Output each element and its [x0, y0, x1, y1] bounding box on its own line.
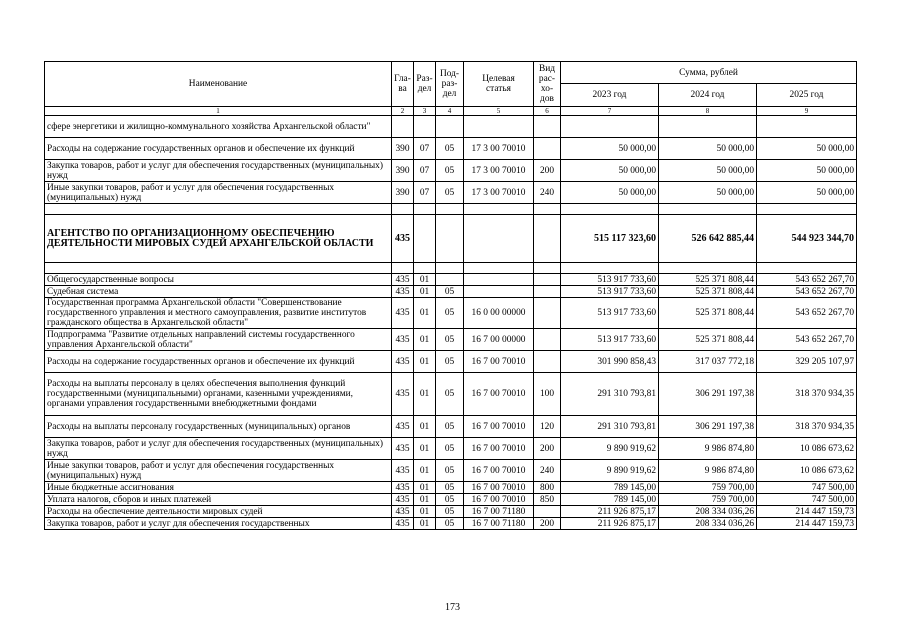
header-sum: Сумма, рублей [561, 62, 857, 84]
row-name: Подпрограмма "Развитие отдельных направлений системы государственного управления Архангельской области" [45, 329, 392, 351]
row-sum-2025: 214 447 159,73 [757, 506, 857, 518]
row-glava: 435 [392, 518, 414, 530]
column-number: 1 [45, 107, 392, 116]
row-glava: 435 [392, 416, 414, 438]
row-razdel: 07 [414, 160, 436, 182]
page-number: 173 [445, 602, 460, 613]
table-row [45, 274, 857, 286]
row-sum-2023: 301 990 858,43 [561, 351, 659, 373]
row-glava: 390 [392, 160, 414, 182]
row-sum-2024: 9 986 874,80 [659, 438, 757, 460]
row-vid [534, 298, 561, 329]
row-glava [392, 204, 414, 215]
row-podrazdel [436, 116, 464, 138]
row-sum-2023: 50 000,00 [561, 138, 659, 160]
row-sum-2023: 513 917 733,60 [561, 286, 659, 298]
row-podrazdel [436, 263, 464, 274]
row-sum-2023: 513 917 733,60 [561, 274, 659, 286]
row-sum-2023 [561, 204, 659, 215]
row-razdel [414, 215, 436, 263]
row-name [45, 204, 392, 215]
row-vid: 120 [534, 416, 561, 438]
row-sum-2025: 543 652 267,70 [757, 329, 857, 351]
row-razdel: 01 [414, 373, 436, 416]
row-target: 16 7 00 70010 [464, 416, 534, 438]
row-glava: 435 [392, 351, 414, 373]
row-razdel: 01 [414, 518, 436, 530]
row-podrazdel [436, 215, 464, 263]
row-razdel: 01 [414, 494, 436, 506]
row-sum-2025: 747 500,00 [757, 494, 857, 506]
row-podrazdel: 05 [436, 416, 464, 438]
table-row [45, 518, 857, 530]
row-sum-2023: 513 917 733,60 [561, 298, 659, 329]
header-podrazdel: Под- раз- дел [436, 62, 464, 107]
row-name: Закупка товаров, работ и услуг для обеспечения государственных (муниципальных) нужд [45, 160, 392, 182]
row-name: Иные закупки товаров, работ и услуг для обеспечения государственных (муниципальных) нужд [45, 460, 392, 482]
row-sum-2023: 291 310 793,81 [561, 416, 659, 438]
row-sum-2024: 306 291 197,38 [659, 416, 757, 438]
row-glava: 435 [392, 494, 414, 506]
row-vid: 240 [534, 182, 561, 204]
row-vid: 100 [534, 373, 561, 416]
row-sum-2023: 789 145,00 [561, 494, 659, 506]
table-row [45, 286, 857, 298]
row-target: 16 7 00 71180 [464, 518, 534, 530]
table-row [45, 494, 857, 506]
row-target: 17 3 00 70010 [464, 160, 534, 182]
row-razdel: 01 [414, 438, 436, 460]
row-sum-2025: 329 205 107,97 [757, 351, 857, 373]
row-sum-2024: 525 371 808,44 [659, 274, 757, 286]
row-sum-2025: 50 000,00 [757, 138, 857, 160]
table-row [45, 460, 857, 482]
column-number: 4 [436, 107, 464, 116]
table-row [45, 482, 857, 494]
row-target: 16 7 00 71180 [464, 506, 534, 518]
row-name: Иные бюджетные ассигнования [45, 482, 392, 494]
row-glava: 435 [392, 298, 414, 329]
row-sum-2024: 526 642 885,44 [659, 215, 757, 263]
row-sum-2025: 318 370 934,35 [757, 416, 857, 438]
table-row [45, 329, 857, 351]
row-name: Иные закупки товаров, работ и услуг для обеспечения государственных (муниципальных) нужд [45, 182, 392, 204]
row-vid [534, 204, 561, 215]
row-razdel: 01 [414, 460, 436, 482]
row-sum-2024: 9 986 874,80 [659, 460, 757, 482]
row-name: Расходы на выплаты персоналу государственных (муниципальных) органов [45, 416, 392, 438]
row-razdel: 01 [414, 416, 436, 438]
row-razdel: 01 [414, 286, 436, 298]
row-glava: 435 [392, 373, 414, 416]
row-razdel: 07 [414, 138, 436, 160]
row-podrazdel [436, 274, 464, 286]
row-vid [534, 351, 561, 373]
column-number: 2 [392, 107, 414, 116]
row-sum-2024: 50 000,00 [659, 182, 757, 204]
row-sum-2023 [561, 263, 659, 274]
header-name: Наименование [45, 62, 392, 107]
table-body [45, 116, 857, 530]
row-glava: 435 [392, 438, 414, 460]
row-sum-2025: 10 086 673,62 [757, 438, 857, 460]
row-vid [534, 286, 561, 298]
row-sum-2024 [659, 204, 757, 215]
table-row [45, 351, 857, 373]
row-vid: 200 [534, 160, 561, 182]
column-number-row [45, 107, 857, 116]
column-number: 8 [659, 107, 757, 116]
row-razdel: 01 [414, 329, 436, 351]
row-sum-2023: 9 890 919,62 [561, 460, 659, 482]
row-razdel: 01 [414, 506, 436, 518]
row-vid [534, 263, 561, 274]
row-sum-2024: 208 334 036,26 [659, 506, 757, 518]
row-target [464, 116, 534, 138]
row-podrazdel: 05 [436, 460, 464, 482]
row-name: сфере энергетики и жилищно-коммунального хозяйства Архангельской области" [45, 116, 392, 138]
row-vid [534, 329, 561, 351]
row-podrazdel: 05 [436, 438, 464, 460]
row-glava: 390 [392, 182, 414, 204]
row-sum-2023: 211 926 875,17 [561, 518, 659, 530]
row-vid [534, 116, 561, 138]
row-name: Расходы на выплаты персоналу в целях обеспечения выполнения функций государственными (муниципальными) органами, казенными учреждениями, органами управления государственными внебюджетными фондами [45, 373, 392, 416]
row-razdel: 01 [414, 351, 436, 373]
row-sum-2023: 211 926 875,17 [561, 506, 659, 518]
row-razdel [414, 116, 436, 138]
row-podrazdel: 05 [436, 351, 464, 373]
row-razdel: 07 [414, 182, 436, 204]
column-number: 3 [414, 107, 436, 116]
row-podrazdel: 05 [436, 518, 464, 530]
row-sum-2025: 544 923 344,70 [757, 215, 857, 263]
table-row [45, 182, 857, 204]
row-vid: 800 [534, 482, 561, 494]
table-row [45, 138, 857, 160]
row-sum-2025: 10 086 673,62 [757, 460, 857, 482]
row-sum-2024: 525 371 808,44 [659, 286, 757, 298]
row-name: Общегосударственные вопросы [45, 274, 392, 286]
header-glava: Гла- ва [392, 62, 414, 107]
row-glava: 435 [392, 460, 414, 482]
row-sum-2024: 525 371 808,44 [659, 329, 757, 351]
table-row [45, 263, 857, 274]
budget-table [44, 61, 857, 530]
row-sum-2023: 291 310 793,81 [561, 373, 659, 416]
row-glava [392, 263, 414, 274]
row-sum-2025: 747 500,00 [757, 482, 857, 494]
row-podrazdel: 05 [436, 373, 464, 416]
row-sum-2023: 50 000,00 [561, 160, 659, 182]
row-vid [534, 506, 561, 518]
table-row [45, 215, 857, 263]
row-vid [534, 274, 561, 286]
row-target [464, 274, 534, 286]
row-target: 16 7 00 70010 [464, 351, 534, 373]
row-glava: 435 [392, 215, 414, 263]
row-name: Уплата налогов, сборов и иных платежей [45, 494, 392, 506]
row-vid [534, 215, 561, 263]
row-razdel: 01 [414, 298, 436, 329]
row-sum-2023 [561, 116, 659, 138]
table-row [45, 506, 857, 518]
row-sum-2025: 543 652 267,70 [757, 274, 857, 286]
row-sum-2023: 50 000,00 [561, 182, 659, 204]
row-sum-2024: 759 700,00 [659, 482, 757, 494]
row-glava: 435 [392, 274, 414, 286]
row-podrazdel: 05 [436, 482, 464, 494]
row-razdel [414, 204, 436, 215]
row-podrazdel: 05 [436, 494, 464, 506]
header-2024: 2024 год [659, 84, 757, 107]
row-razdel [414, 263, 436, 274]
row-name: Судебная система [45, 286, 392, 298]
row-sum-2023: 9 890 919,62 [561, 438, 659, 460]
row-glava: 435 [392, 506, 414, 518]
row-sum-2025: 50 000,00 [757, 160, 857, 182]
row-sum-2024: 317 037 772,18 [659, 351, 757, 373]
row-sum-2024 [659, 263, 757, 274]
row-sum-2025 [757, 204, 857, 215]
row-name [45, 263, 392, 274]
row-sum-2024: 306 291 197,38 [659, 373, 757, 416]
row-podrazdel: 05 [436, 286, 464, 298]
column-number: 5 [464, 107, 534, 116]
row-podrazdel: 05 [436, 298, 464, 329]
row-podrazdel [436, 204, 464, 215]
row-sum-2024: 525 371 808,44 [659, 298, 757, 329]
row-vid: 850 [534, 494, 561, 506]
row-sum-2025 [757, 116, 857, 138]
row-sum-2025: 50 000,00 [757, 182, 857, 204]
row-glava [392, 116, 414, 138]
row-target: 16 7 00 00000 [464, 329, 534, 351]
column-number: 9 [757, 107, 857, 116]
row-sum-2023: 513 917 733,60 [561, 329, 659, 351]
row-name: АГЕНТСТВО ПО ОРГАНИЗАЦИОННОМУ ОБЕСПЕЧЕНИЮ ДЕЯТЕЛЬНОСТИ МИРОВЫХ СУДЕЙ АРХАНГЕЛЬСКОЙ ОБЛАСТИ [45, 215, 392, 263]
row-target: 16 0 00 00000 [464, 298, 534, 329]
header-2025: 2025 год [757, 84, 857, 107]
row-glava: 435 [392, 329, 414, 351]
row-sum-2024: 759 700,00 [659, 494, 757, 506]
row-vid: 240 [534, 460, 561, 482]
row-target [464, 204, 534, 215]
row-sum-2025: 543 652 267,70 [757, 298, 857, 329]
row-target: 16 7 00 70010 [464, 460, 534, 482]
row-target [464, 263, 534, 274]
row-podrazdel: 05 [436, 329, 464, 351]
row-podrazdel: 05 [436, 506, 464, 518]
row-glava: 435 [392, 286, 414, 298]
row-name: Расходы на содержание государственных органов и обеспечение их функций [45, 351, 392, 373]
row-target: 16 7 00 70010 [464, 373, 534, 416]
table-row [45, 204, 857, 215]
table-row [45, 160, 857, 182]
row-vid: 200 [534, 438, 561, 460]
row-podrazdel: 05 [436, 182, 464, 204]
row-podrazdel: 05 [436, 160, 464, 182]
row-target: 16 7 00 70010 [464, 494, 534, 506]
header-target: Целевая статья [464, 62, 534, 107]
row-sum-2024: 208 334 036,26 [659, 518, 757, 530]
row-target: 16 7 00 70010 [464, 482, 534, 494]
row-vid [534, 138, 561, 160]
row-vid: 200 [534, 518, 561, 530]
header-vid: Вид рас- хо- дов [534, 62, 561, 107]
row-razdel: 01 [414, 482, 436, 494]
row-target: 16 7 00 70010 [464, 438, 534, 460]
row-sum-2023: 789 145,00 [561, 482, 659, 494]
column-number: 7 [561, 107, 659, 116]
row-name: Государственная программа Архангельской области "Совершенствование государственного управления и местного самоуправления, развитие институтов гражданского общества в Архангельской области" [45, 298, 392, 329]
table-row [45, 298, 857, 329]
row-glava: 390 [392, 138, 414, 160]
row-name: Закупка товаров, работ и услуг для обеспечения государственных [45, 518, 392, 530]
row-name: Расходы на обеспечение деятельности мировых судей [45, 506, 392, 518]
row-target [464, 215, 534, 263]
table-row [45, 373, 857, 416]
row-sum-2024 [659, 116, 757, 138]
row-sum-2024: 50 000,00 [659, 160, 757, 182]
column-number: 6 [534, 107, 561, 116]
row-name: Закупка товаров, работ и услуг для обеспечения государственных (муниципальных) нужд [45, 438, 392, 460]
row-sum-2025: 318 370 934,35 [757, 373, 857, 416]
table-row [45, 416, 857, 438]
row-sum-2025: 214 447 159,73 [757, 518, 857, 530]
row-target: 17 3 00 70010 [464, 138, 534, 160]
header-razdel: Раз- дел [414, 62, 436, 107]
header-2023: 2023 год [561, 84, 659, 107]
row-target: 17 3 00 70010 [464, 182, 534, 204]
row-glava: 435 [392, 482, 414, 494]
row-sum-2024: 50 000,00 [659, 138, 757, 160]
row-sum-2025 [757, 263, 857, 274]
row-name: Расходы на содержание государственных органов и обеспечение их функций [45, 138, 392, 160]
row-podrazdel: 05 [436, 138, 464, 160]
table-row [45, 116, 857, 138]
row-sum-2023: 515 117 323,60 [561, 215, 659, 263]
row-target [464, 286, 534, 298]
table-row [45, 438, 857, 460]
row-razdel: 01 [414, 274, 436, 286]
row-sum-2025: 543 652 267,70 [757, 286, 857, 298]
